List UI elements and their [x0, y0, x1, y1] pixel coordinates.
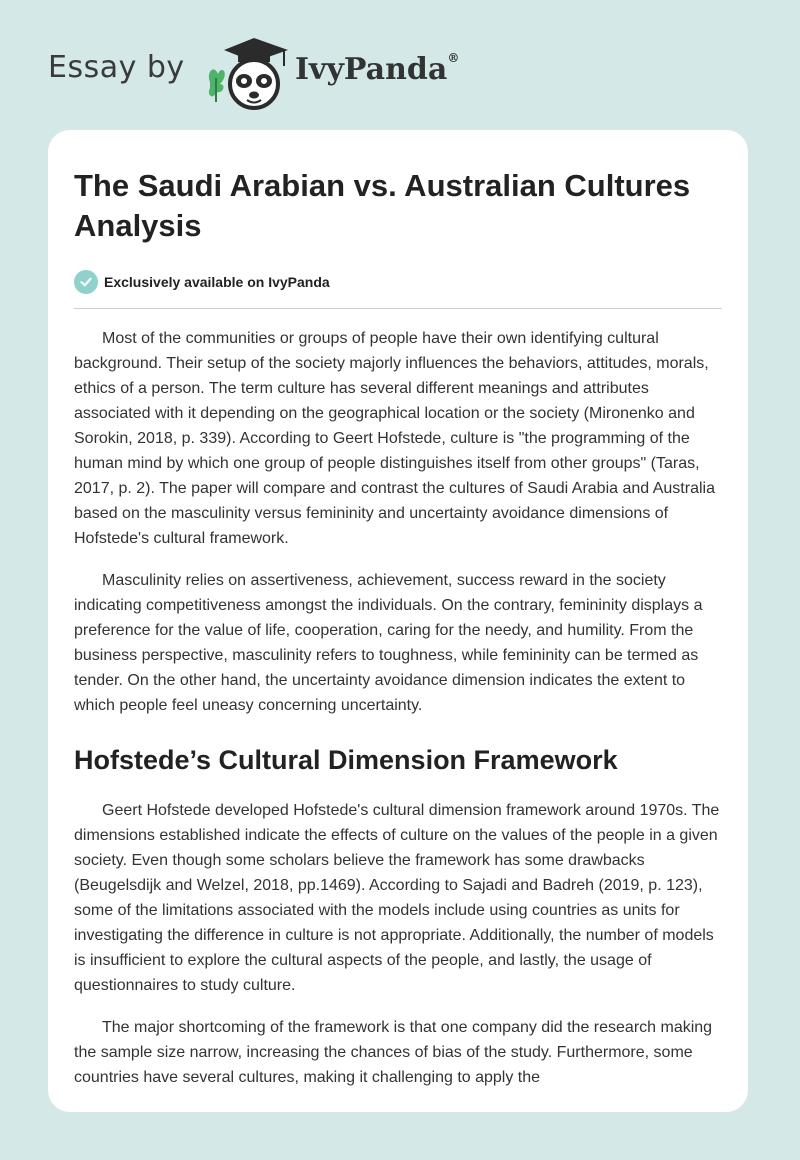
panda-logo-icon[interactable] — [204, 34, 294, 115]
paragraph-2: Masculinity relies on assertiveness, achievement, success reward in the society indicating competitiveness amongst the individuals. On the contrary, femininity displays a preference for the value of life, cooperation, caring for the needy, and humility. From the business perspective, masculinity refers to toughness, while femininity can be termed as tender. On the other hand, the uncertainty avoidance dimension indicates the extent to which people feel uneasy concerning uncertainty. — [74, 572, 703, 714]
registered-mark: ® — [447, 51, 460, 65]
essay-by-label: Essay by — [48, 50, 185, 85]
brand-name: IvyPanda — [295, 52, 448, 87]
section-heading: Hofstede’s Cultural Dimension Framework — [74, 745, 618, 775]
article-title: The Saudi Arabian vs. Australian Cultures Analysis — [74, 168, 691, 243]
exclusive-label: Exclusively available on IvyPanda — [104, 274, 330, 290]
paragraph-3: Geert Hofstede developed Hofstede's cultural dimension framework around 1970s. The dimensions established indicate the effects of culture on the values of the people in a given society. Even though some scholars believe the framework has some drawbacks (Beugelsdijk and Welzel, 2018, pp.1469). According to Sajadi and Badreh (2019, p. 123), some of the limitations associated with the models include using countries as units for investigating the difference in culture is not appropriate. Additionally, the number of models is insufficient to explore the cultural aspects of the people, and lastly, the usage of questionnaires to study culture. — [74, 802, 720, 994]
site-header — [0, 0, 800, 120]
paragraph-1: Most of the communities or groups of people have their own identifying cultural background. Their setup of the society majorly influences the behaviors, attitudes, morals, ethics of a person. The term culture has several different meanings and attributes associated with it depending on the geographical location or the society (Mironenko and Sorokin, 2018, p. 339). According to Geert Hofstede, culture is "the programming of the human mind by which one group of people distinguishes itself from other groups" (Taras, 2017, p. 2). The paper will compare and contrast the cultures of Saudi Arabia and Australia based on the masculinity versus femininity and uncertainty avoidance dimensions of Hofstede's cultural framework. — [74, 330, 715, 547]
paragraph-4: The major shortcoming of the framework is that one company did the research making the sample size narrow, increasing the chances of bias of the study. Furthermore, some countries have several cultures, making it challenging to apply the — [74, 1019, 713, 1086]
article-card — [48, 130, 748, 1112]
divider — [74, 308, 722, 309]
exclusive-badge — [74, 268, 722, 296]
brand-logo-text[interactable] — [295, 52, 459, 87]
checkmark-icon — [74, 270, 98, 294]
